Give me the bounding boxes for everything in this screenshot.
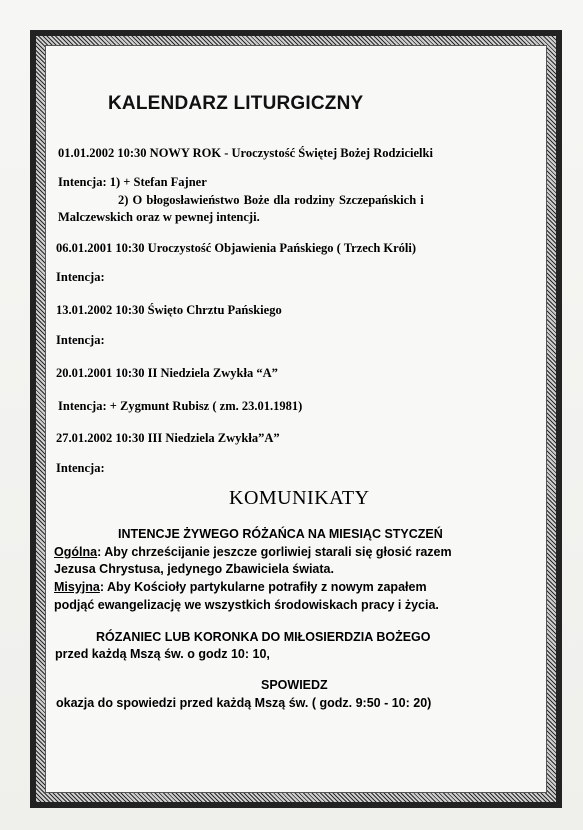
ogolna-text: : Aby chrześcijanie jeszcze gorliwiej starali się głosić razem (97, 545, 452, 559)
intent-2b: Malczewskich oraz w pewnej intencji. (58, 210, 260, 224)
misyjna-label: Misyjna (54, 580, 100, 594)
spowiedz-text: okazja do spowiedzi przed każdą Mszą św. ( godz. 9:50 - 10: 20) (56, 696, 432, 710)
intent-label-2: Intencja: (56, 270, 105, 284)
intent-label-5: Intencja: (56, 461, 105, 475)
section-komunikaty: KOMUNIKATY (229, 487, 370, 509)
misyjna-text: : Aby Kościoły partykularne potrafiły z nowym zapałem (99, 580, 427, 594)
entry-desc-text: - Uroczystość Świętej Bożej Rodzicielki (221, 146, 433, 160)
rozaniec-ogolna (54, 545, 452, 559)
intent-4: Intencja: + Zygmunt Rubisz ( zm. 23.01.1981) (58, 399, 303, 413)
entry-2: 06.01.2001 10:30 Uroczystość Objawienia Pańskiego ( Trzech Króli) (56, 241, 417, 255)
entry-5: 27.01.2002 10:30 III Niedziela Zwykła”A” (56, 431, 280, 445)
intent-1: Intencja: 1) + Stefan Fajner (58, 175, 207, 189)
koronka-heading: RÓZANIEC LUB KORONKA DO MIŁOSIERDZIA BOŻEGO (96, 630, 431, 644)
entry-3: 13.01.2002 10:30 Święto Chrztu Pańskiego (56, 303, 282, 317)
entry-date-1 (58, 146, 433, 161)
rozaniec-misyjna-2: podjąć ewangelizację we wszystkich środowiskach pracy i życia. (54, 598, 439, 612)
page-title: KALENDARZ LITURGICZNY (108, 93, 364, 114)
rozaniec-ogolna-2: Jezusa Chrystusa, jedynego Zbawiciela świata. (54, 562, 334, 576)
rozaniec-heading: INTENCJE ŻYWEGO RÓŻAŃCA NA MIESIĄC STYCZEŃ (118, 527, 443, 541)
entry-4: 20.01.2001 10:30 II Niedziela Zwykła “A” (56, 366, 278, 380)
intent-2a: 2) O błogosławieństwo Boże dla rodziny Szczepańskich i (118, 193, 424, 207)
spowiedz-heading: SPOWIEDZ (261, 678, 328, 692)
intent-label-3: Intencja: (56, 333, 105, 347)
ogolna-label: Ogólna (54, 545, 98, 559)
rozaniec-misyjna (54, 580, 427, 594)
koronka-text: przed każdą Mszą św. o godz 10: 10, (55, 647, 270, 661)
entry-date-text: 01.01.2002 10:30 NOWY ROK (58, 146, 222, 160)
